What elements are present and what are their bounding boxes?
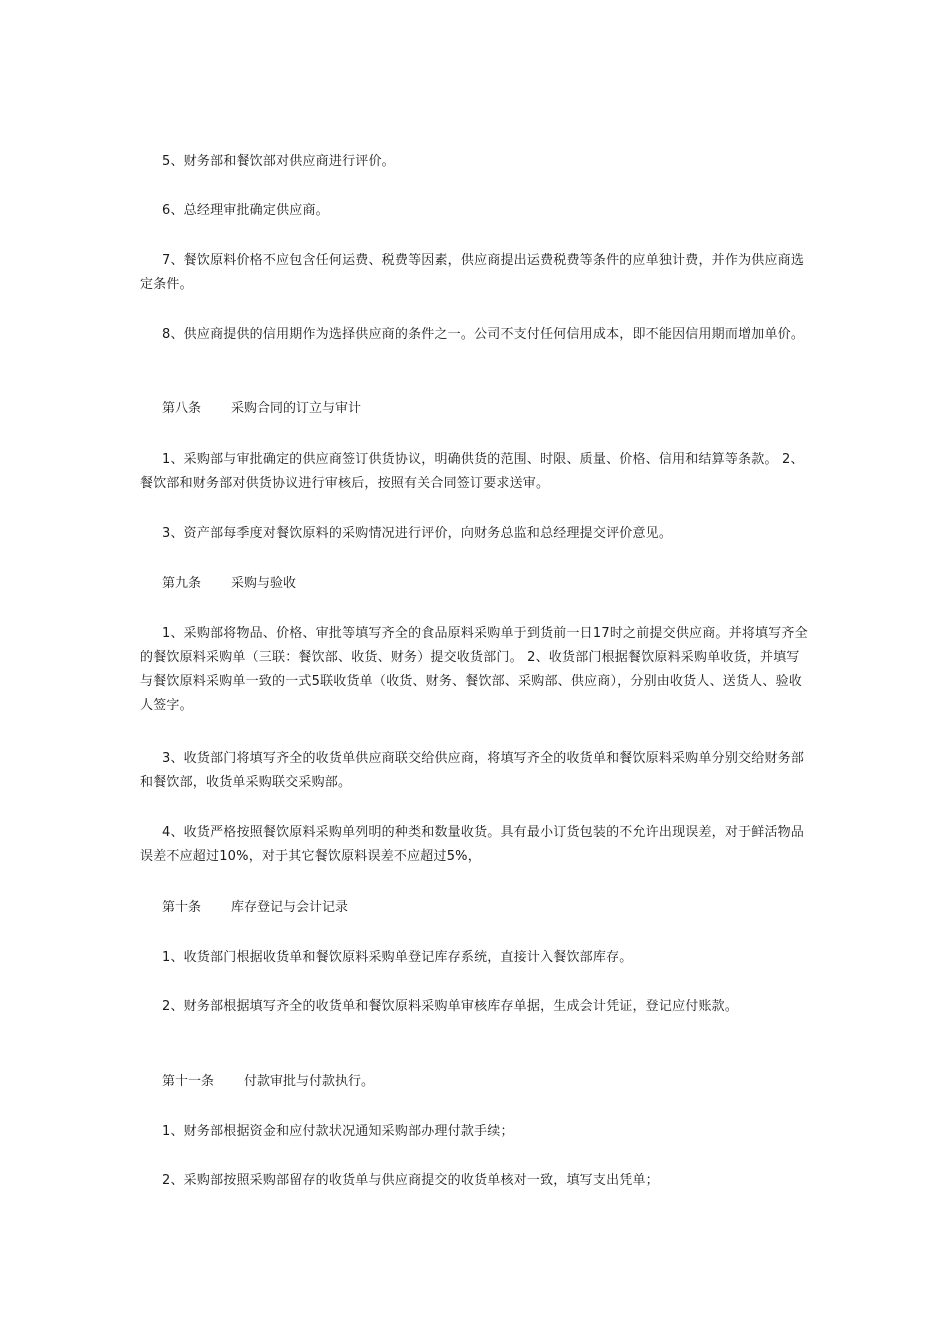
paragraph-item-8: 8、供应商提供的信用期作为选择供应商的条件之一。公司不支付任何信用成本，即不能因信用期而增加单价。 bbox=[162, 327, 805, 342]
article-8-item-3: 3、资产部每季度对餐饮原料的采购情况进行评价，向财务总监和总经理提交评价意见。 bbox=[162, 526, 673, 541]
article-9-number: 第九条 bbox=[162, 576, 202, 591]
paragraph-item-5: 5、财务部和餐饮部对供应商进行评价。 bbox=[162, 154, 395, 169]
article-9-item-4: 4、收货严格按照餐饮原料采购单列明的种类和数量收货。具有最小订货包装的不允许出现误差，对于鲜活物品误差不应超过10%，对于其它餐饮原料误差不应超过5%， bbox=[140, 825, 805, 864]
article-11-item-2: 2、采购部按照采购部留存的收货单与供应商提交的收货单核对一致，填写支出凭单； bbox=[162, 1173, 659, 1188]
article-8-item-1-2: 1、采购部与审批确定的供应商签订供货协议，明确供货的范围、时限、质量、价格、信用和结算等条款。 2、餐饮部和财务部对供货协议进行审核后，按照有关合同签订要求送审。 bbox=[140, 452, 804, 491]
article-10-title: 库存登记与会计记录 bbox=[231, 900, 349, 915]
article-8-number: 第八条 bbox=[162, 401, 202, 416]
article-10-heading bbox=[162, 896, 348, 920]
article-11-title: 付款审批与付款执行。 bbox=[244, 1074, 375, 1089]
article-11-heading bbox=[162, 1070, 374, 1094]
article-10-item-2: 2、财务部根据填写齐全的收货单和餐饮原料采购单审核库存单据，生成会计凭证，登记应付账款。 bbox=[162, 999, 739, 1014]
article-8-heading bbox=[162, 397, 361, 421]
article-10-item-1: 1、收货部门根据收货单和餐饮原料采购单登记库存系统，直接计入餐饮部库存。 bbox=[162, 950, 633, 965]
article-11-number: 第十一条 bbox=[162, 1074, 215, 1089]
article-9-title: 采购与验收 bbox=[231, 576, 297, 591]
paragraph-item-7: 7、餐饮原料价格不应包含任何运费、税费等因素，供应商提出运费税费等条件的应单独计费，并作为供应商选定条件。 bbox=[140, 253, 805, 292]
article-9-item-3: 3、收货部门将填写齐全的收货单供应商联交给供应商，将填写齐全的收货单和餐饮原料采购单分别交给财务部和餐饮部，收货单采购联交采购部。 bbox=[140, 751, 805, 790]
article-10-number: 第十条 bbox=[162, 900, 202, 915]
article-8-title: 采购合同的订立与审计 bbox=[231, 401, 362, 416]
article-9-heading bbox=[162, 572, 296, 596]
article-9-item-1-2: 1、采购部将物品、价格、审批等填写齐全的食品原料采购单于到货前一日17时之前提交供应商。并将填写齐全的餐饮原料采购单（三联：餐饮部、收货、财务）提交收货部门。 2、收货部门根据餐饮原料采购单收货，并填写与餐饮原料采购单一致的一式5联收货单（收货、财务、餐饮部、采购部、供应商），分别由收货人、送货人、验收人签字。 bbox=[140, 626, 808, 713]
paragraph-item-6: 6、总经理审批确定供应商。 bbox=[162, 203, 329, 218]
article-11-item-1: 1、财务部根据资金和应付款状况通知采购部办理付款手续； bbox=[162, 1124, 514, 1139]
